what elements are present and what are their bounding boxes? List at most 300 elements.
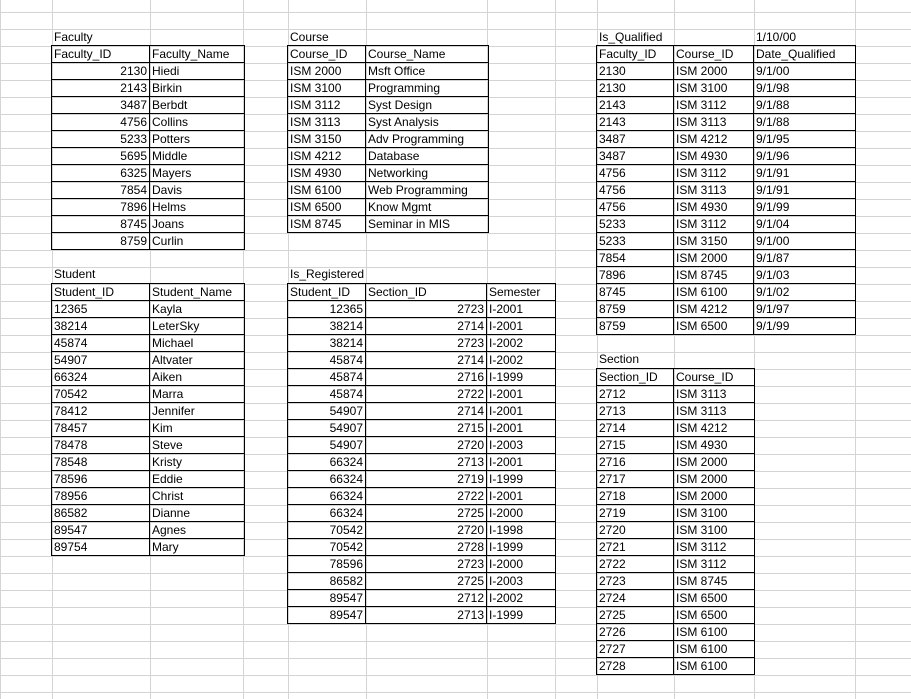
table-row bbox=[597, 573, 755, 590]
table-cell[interactable]: I-1999 bbox=[487, 539, 556, 556]
is-qualified-caption[interactable]: Is_Qualified bbox=[599, 30, 663, 44]
table-row bbox=[597, 80, 856, 97]
table-cell[interactable]: 6325 bbox=[52, 165, 150, 182]
table-row bbox=[288, 454, 556, 471]
table-cell[interactable]: 5695 bbox=[52, 148, 150, 165]
table-cell[interactable]: I-2001 bbox=[487, 301, 556, 318]
table-cell[interactable]: 9/1/96 bbox=[754, 148, 856, 165]
table-cell[interactable]: 2723 bbox=[366, 556, 487, 573]
table-cell[interactable]: Syst Analysis bbox=[366, 114, 489, 131]
table-cell[interactable]: I-1998 bbox=[487, 522, 556, 539]
table-cell[interactable]: 7896 bbox=[597, 267, 674, 284]
table-row bbox=[288, 148, 489, 165]
table-cell[interactable]: ISM 6500 bbox=[674, 607, 755, 624]
table-row bbox=[288, 386, 556, 403]
table-cell[interactable]: Aiken bbox=[150, 369, 245, 386]
table-row bbox=[52, 80, 245, 97]
table-cell[interactable]: 12365 bbox=[52, 301, 150, 318]
table-cell[interactable]: 9/1/91 bbox=[754, 182, 856, 199]
table-row bbox=[597, 658, 755, 675]
table-row bbox=[288, 522, 556, 539]
table-cell[interactable]: 78457 bbox=[52, 420, 150, 437]
table-cell[interactable]: 54907 bbox=[52, 352, 150, 369]
table-row bbox=[597, 471, 755, 488]
table-row bbox=[52, 471, 245, 488]
table-cell[interactable]: 9/1/88 bbox=[754, 114, 856, 131]
table-row bbox=[597, 148, 856, 165]
column-header[interactable]: Course_ID bbox=[288, 46, 366, 63]
table-row bbox=[288, 80, 489, 97]
table-cell[interactable]: Steve bbox=[150, 437, 245, 454]
table-cell[interactable]: 3487 bbox=[597, 148, 674, 165]
table-row bbox=[597, 97, 856, 114]
table-cell[interactable]: 4756 bbox=[597, 165, 674, 182]
table-row bbox=[597, 539, 755, 556]
table-row bbox=[52, 488, 245, 505]
table-cell[interactable]: 9/1/87 bbox=[754, 250, 856, 267]
table-cell[interactable]: Birkin bbox=[150, 80, 245, 97]
table-cell[interactable]: ISM 2000 bbox=[674, 488, 755, 505]
table-cell[interactable]: Middle bbox=[150, 148, 245, 165]
table-cell[interactable]: 2725 bbox=[597, 607, 674, 624]
table-cell[interactable]: Jennifer bbox=[150, 403, 245, 420]
table-row bbox=[288, 488, 556, 505]
table-row bbox=[288, 471, 556, 488]
table-cell[interactable]: ISM 6100 bbox=[674, 658, 755, 675]
table-row bbox=[52, 63, 245, 80]
table-cell[interactable]: 8745 bbox=[52, 216, 150, 233]
table-cell[interactable]: 4756 bbox=[52, 114, 150, 131]
table-row bbox=[288, 556, 556, 573]
table-cell[interactable]: 45874 bbox=[288, 369, 366, 386]
table-cell[interactable]: 2722 bbox=[366, 386, 487, 403]
table-cell[interactable]: 7854 bbox=[52, 182, 150, 199]
table-cell[interactable]: 78596 bbox=[288, 556, 366, 573]
table-cell[interactable]: Curlin bbox=[150, 233, 245, 250]
column-header[interactable]: Section_ID bbox=[366, 284, 487, 301]
table-row bbox=[288, 590, 556, 607]
table-cell[interactable]: ISM 4212 bbox=[674, 420, 755, 437]
table-cell[interactable]: ISM 3112 bbox=[288, 97, 366, 114]
table-cell[interactable]: Hiedi bbox=[150, 63, 245, 80]
table-cell[interactable]: 2143 bbox=[597, 114, 674, 131]
table-cell[interactable]: ISM 4212 bbox=[674, 131, 754, 148]
table-cell[interactable]: 89547 bbox=[288, 607, 366, 624]
table-cell[interactable]: ISM 2000 bbox=[674, 471, 755, 488]
header-row bbox=[52, 46, 245, 63]
table-row bbox=[288, 301, 556, 318]
table-row bbox=[597, 437, 755, 454]
table-cell[interactable]: 5233 bbox=[597, 216, 674, 233]
table-cell[interactable]: ISM 3113 bbox=[674, 114, 754, 131]
table-cell[interactable]: 2714 bbox=[366, 352, 487, 369]
table-row bbox=[597, 386, 755, 403]
table-cell[interactable]: 38214 bbox=[52, 318, 150, 335]
table-cell[interactable]: 2712 bbox=[597, 386, 674, 403]
table-cell[interactable]: Kayla bbox=[150, 301, 245, 318]
table-row bbox=[597, 454, 755, 471]
table-cell[interactable]: 86582 bbox=[288, 573, 366, 590]
table-row bbox=[597, 641, 755, 658]
table-cell[interactable]: 2130 bbox=[597, 80, 674, 97]
table-cell[interactable]: 9/1/88 bbox=[754, 97, 856, 114]
table-cell[interactable]: ISM 3112 bbox=[674, 539, 755, 556]
table-cell[interactable]: I-2001 bbox=[487, 454, 556, 471]
table-cell[interactable]: 8759 bbox=[52, 233, 150, 250]
table-cell[interactable]: I-2001 bbox=[487, 386, 556, 403]
table-cell[interactable]: Eddie bbox=[150, 471, 245, 488]
section-caption[interactable]: Section bbox=[599, 352, 640, 366]
table-cell[interactable]: ISM 6100 bbox=[288, 182, 366, 199]
table-cell[interactable]: 2143 bbox=[52, 80, 150, 97]
table-cell[interactable]: ISM 4930 bbox=[674, 437, 755, 454]
table-cell[interactable]: I-2001 bbox=[487, 318, 556, 335]
table-cell[interactable]: Mary bbox=[150, 539, 245, 556]
table-row bbox=[288, 437, 556, 454]
table-cell[interactable]: Know Mgmt bbox=[366, 199, 489, 216]
table-cell[interactable]: 86582 bbox=[52, 505, 150, 522]
table-cell[interactable]: 78956 bbox=[52, 488, 150, 505]
table-cell[interactable]: Programming bbox=[366, 80, 489, 97]
table-cell[interactable]: 66324 bbox=[52, 369, 150, 386]
table-cell[interactable]: 2714 bbox=[366, 318, 487, 335]
table-cell[interactable]: 9/1/02 bbox=[754, 284, 856, 301]
table-cell[interactable]: ISM 3112 bbox=[674, 556, 755, 573]
table-row bbox=[597, 131, 856, 148]
table-cell[interactable]: Seminar in MIS bbox=[366, 216, 489, 233]
table-cell[interactable]: 2725 bbox=[366, 505, 487, 522]
table-cell[interactable]: 9/1/03 bbox=[754, 267, 856, 284]
table-row bbox=[288, 63, 489, 80]
table-cell[interactable]: 2143 bbox=[597, 97, 674, 114]
table-cell[interactable]: 2720 bbox=[366, 437, 487, 454]
table-cell[interactable]: ISM 3113 bbox=[674, 386, 755, 403]
table-cell[interactable]: 9/1/91 bbox=[754, 165, 856, 182]
table-cell[interactable]: 2716 bbox=[597, 454, 674, 471]
table-cell[interactable]: 3487 bbox=[52, 97, 150, 114]
table-row bbox=[288, 318, 556, 335]
table-cell[interactable]: 2716 bbox=[366, 369, 487, 386]
table-cell[interactable]: ISM 2000 bbox=[674, 63, 754, 80]
table-cell[interactable]: 9/1/97 bbox=[754, 301, 856, 318]
table-cell[interactable]: 2719 bbox=[366, 471, 487, 488]
column-header[interactable]: Student_Name bbox=[150, 284, 245, 301]
table-cell[interactable]: 2725 bbox=[366, 573, 487, 590]
table-cell[interactable]: 9/1/00 bbox=[754, 63, 856, 80]
table-cell[interactable]: 66324 bbox=[288, 471, 366, 488]
table-row bbox=[597, 182, 856, 199]
table-cell[interactable]: ISM 3100 bbox=[674, 522, 755, 539]
table-row bbox=[288, 199, 489, 216]
table-cell[interactable]: I-2000 bbox=[487, 505, 556, 522]
table-cell[interactable]: Kim bbox=[150, 420, 245, 437]
header-row bbox=[52, 284, 245, 301]
table-cell[interactable]: 8759 bbox=[597, 318, 674, 335]
column-header[interactable]: Course_ID bbox=[674, 369, 755, 386]
table-cell[interactable]: ISM 3100 bbox=[288, 80, 366, 97]
table-cell[interactable]: 2727 bbox=[597, 641, 674, 658]
table-cell[interactable]: I-1999 bbox=[487, 369, 556, 386]
table-cell[interactable]: Database bbox=[366, 148, 489, 165]
table-cell[interactable]: Davis bbox=[150, 182, 245, 199]
table-cell[interactable]: 78478 bbox=[52, 437, 150, 454]
table-cell[interactable]: Joans bbox=[150, 216, 245, 233]
table-cell[interactable]: ISM 3112 bbox=[674, 165, 754, 182]
table-cell[interactable]: 8745 bbox=[597, 284, 674, 301]
table-cell[interactable]: 2726 bbox=[597, 624, 674, 641]
column-header[interactable]: Semester bbox=[487, 284, 556, 301]
column-header[interactable]: Course_Name bbox=[366, 46, 489, 63]
table-row bbox=[52, 97, 245, 114]
table-cell[interactable]: 2720 bbox=[597, 522, 674, 539]
table-cell[interactable]: ISM 3112 bbox=[674, 97, 754, 114]
table-cell[interactable]: ISM 8745 bbox=[674, 573, 755, 590]
table-cell[interactable]: Mayers bbox=[150, 165, 245, 182]
table-cell[interactable]: 78412 bbox=[52, 403, 150, 420]
table-row bbox=[52, 216, 245, 233]
table-cell[interactable]: ISM 4212 bbox=[674, 301, 754, 318]
table-cell[interactable]: Msft Office bbox=[366, 63, 489, 80]
table-cell[interactable]: ISM 6100 bbox=[674, 641, 755, 658]
table-cell[interactable]: ISM 4930 bbox=[674, 148, 754, 165]
table-cell[interactable]: ISM 3113 bbox=[674, 182, 754, 199]
table-cell[interactable]: ISM 3113 bbox=[288, 114, 366, 131]
table-cell[interactable]: I-2003 bbox=[487, 573, 556, 590]
table-row bbox=[52, 437, 245, 454]
table-cell[interactable]: Web Programming bbox=[366, 182, 489, 199]
table-cell[interactable]: 70542 bbox=[288, 539, 366, 556]
table-cell[interactable]: 2723 bbox=[366, 301, 487, 318]
table-cell[interactable]: I-2002 bbox=[487, 352, 556, 369]
table-cell[interactable]: 54907 bbox=[288, 420, 366, 437]
table-cell[interactable]: ISM 3113 bbox=[674, 403, 755, 420]
table-row bbox=[597, 267, 856, 284]
table-cell[interactable]: 9/1/99 bbox=[754, 199, 856, 216]
table-cell[interactable]: 54907 bbox=[288, 437, 366, 454]
is-registered-caption[interactable]: Is_Registered bbox=[290, 267, 365, 281]
table-cell[interactable]: 89754 bbox=[52, 539, 150, 556]
table-cell[interactable]: 4756 bbox=[597, 182, 674, 199]
table-cell[interactable]: I-2001 bbox=[487, 420, 556, 437]
table-cell[interactable]: 4756 bbox=[597, 199, 674, 216]
table-cell[interactable]: Helms bbox=[150, 199, 245, 216]
table-cell[interactable]: Syst Design bbox=[366, 97, 489, 114]
table-row bbox=[597, 301, 856, 318]
table-cell[interactable]: ISM 6100 bbox=[674, 284, 754, 301]
table-cell[interactable]: 2715 bbox=[366, 420, 487, 437]
table-cell[interactable]: 2713 bbox=[366, 454, 487, 471]
table-cell[interactable]: 45874 bbox=[288, 386, 366, 403]
table-row bbox=[288, 352, 556, 369]
table-cell[interactable]: 9/1/98 bbox=[754, 80, 856, 97]
table-cell[interactable]: ISM 4930 bbox=[288, 165, 366, 182]
column-header[interactable]: Faculty_ID bbox=[52, 46, 150, 63]
table-cell[interactable]: ISM 8745 bbox=[288, 216, 366, 233]
table-cell[interactable]: Adv Programming bbox=[366, 131, 489, 148]
table-cell[interactable]: Networking bbox=[366, 165, 489, 182]
student-table bbox=[51, 283, 245, 556]
table-cell[interactable]: 70542 bbox=[52, 386, 150, 403]
header-row bbox=[597, 46, 856, 63]
table-row bbox=[52, 539, 245, 556]
table-row bbox=[597, 420, 755, 437]
faculty-table bbox=[51, 45, 245, 250]
table-cell[interactable]: I-2003 bbox=[487, 437, 556, 454]
table-cell[interactable]: ISM 3150 bbox=[674, 233, 754, 250]
table-row bbox=[52, 335, 245, 352]
table-cell[interactable]: 2723 bbox=[597, 573, 674, 590]
table-cell[interactable]: 2723 bbox=[366, 335, 487, 352]
course-caption[interactable]: Course bbox=[290, 30, 329, 44]
table-cell[interactable]: Marra bbox=[150, 386, 245, 403]
table-cell[interactable]: 66324 bbox=[288, 488, 366, 505]
table-cell[interactable]: ISM 2000 bbox=[288, 63, 366, 80]
table-cell[interactable]: 2714 bbox=[597, 420, 674, 437]
table-cell[interactable]: ISM 6100 bbox=[674, 624, 755, 641]
table-cell[interactable]: 2718 bbox=[597, 488, 674, 505]
table-row bbox=[288, 539, 556, 556]
table-cell[interactable]: ISM 4212 bbox=[288, 148, 366, 165]
table-cell[interactable]: 89547 bbox=[52, 522, 150, 539]
table-row bbox=[597, 233, 856, 250]
table-cell[interactable]: 54907 bbox=[288, 403, 366, 420]
column-header[interactable]: Student_ID bbox=[288, 284, 366, 301]
table-cell[interactable]: Potters bbox=[150, 131, 245, 148]
table-cell[interactable]: ISM 6500 bbox=[674, 318, 754, 335]
table-cell[interactable]: 2713 bbox=[597, 403, 674, 420]
table-row bbox=[288, 131, 489, 148]
table-cell[interactable]: ISM 2000 bbox=[674, 250, 754, 267]
table-cell[interactable]: 2724 bbox=[597, 590, 674, 607]
table-row bbox=[597, 318, 856, 335]
table-cell[interactable]: 66324 bbox=[288, 454, 366, 471]
table-cell[interactable]: ISM 3100 bbox=[674, 505, 755, 522]
table-cell[interactable]: 66324 bbox=[288, 505, 366, 522]
table-cell[interactable]: Michael bbox=[150, 335, 245, 352]
table-cell[interactable]: 89547 bbox=[288, 590, 366, 607]
table-cell[interactable]: 2721 bbox=[597, 539, 674, 556]
table-row bbox=[52, 420, 245, 437]
table-cell[interactable]: 2712 bbox=[366, 590, 487, 607]
table-cell[interactable]: 2713 bbox=[366, 607, 487, 624]
table-cell[interactable]: 3487 bbox=[597, 131, 674, 148]
table-cell[interactable]: LeterSky bbox=[150, 318, 245, 335]
table-cell[interactable]: 2720 bbox=[366, 522, 487, 539]
table-cell[interactable]: Collins bbox=[150, 114, 245, 131]
table-cell[interactable]: Dianne bbox=[150, 505, 245, 522]
table-cell[interactable]: 5233 bbox=[52, 131, 150, 148]
table-cell[interactable]: 9/1/95 bbox=[754, 131, 856, 148]
student-caption[interactable]: Student bbox=[54, 267, 96, 281]
table-cell[interactable]: 9/1/04 bbox=[754, 216, 856, 233]
table-cell[interactable]: 2728 bbox=[366, 539, 487, 556]
table-cell[interactable]: 9/1/00 bbox=[754, 233, 856, 250]
table-cell[interactable]: 2719 bbox=[597, 505, 674, 522]
table-cell[interactable]: Christ bbox=[150, 488, 245, 505]
table-row bbox=[52, 301, 245, 318]
table-cell[interactable]: Agnes bbox=[150, 522, 245, 539]
course-table bbox=[287, 45, 489, 233]
column-header[interactable]: Course_ID bbox=[674, 46, 754, 63]
table-cell[interactable]: ISM 3100 bbox=[674, 80, 754, 97]
table-cell[interactable]: ISM 3112 bbox=[674, 216, 754, 233]
table-cell[interactable]: 8759 bbox=[597, 301, 674, 318]
table-cell[interactable]: 2722 bbox=[366, 488, 487, 505]
table-cell[interactable]: 2714 bbox=[366, 403, 487, 420]
is-registered-table bbox=[287, 283, 556, 624]
table-cell[interactable]: 45874 bbox=[52, 335, 150, 352]
table-cell[interactable]: 2722 bbox=[597, 556, 674, 573]
table-cell[interactable]: 2130 bbox=[52, 63, 150, 80]
table-cell[interactable]: Berbdt bbox=[150, 97, 245, 114]
header-row bbox=[288, 46, 489, 63]
table-row bbox=[52, 505, 245, 522]
table-cell[interactable]: I-2000 bbox=[487, 556, 556, 573]
table-row bbox=[288, 403, 556, 420]
table-cell[interactable]: 70542 bbox=[288, 522, 366, 539]
table-row bbox=[597, 624, 755, 641]
table-cell[interactable]: I-2001 bbox=[487, 488, 556, 505]
is-qualified-date[interactable]: 1/10/00 bbox=[756, 30, 797, 44]
table-cell[interactable]: 2728 bbox=[597, 658, 674, 675]
table-cell[interactable]: I-1999 bbox=[487, 471, 556, 488]
header-row bbox=[597, 369, 755, 386]
table-cell[interactable]: 7896 bbox=[52, 199, 150, 216]
table-cell[interactable]: I-1999 bbox=[487, 607, 556, 624]
table-cell[interactable]: 2715 bbox=[597, 437, 674, 454]
table-cell[interactable]: ISM 3150 bbox=[288, 131, 366, 148]
table-row bbox=[52, 199, 245, 216]
table-cell[interactable]: 78596 bbox=[52, 471, 150, 488]
column-header[interactable]: Student_ID bbox=[52, 284, 150, 301]
table-cell[interactable]: I-2002 bbox=[487, 335, 556, 352]
table-cell[interactable]: I-2001 bbox=[487, 403, 556, 420]
table-cell[interactable]: I-2002 bbox=[487, 590, 556, 607]
table-row bbox=[52, 182, 245, 199]
table-cell[interactable]: 45874 bbox=[288, 352, 366, 369]
table-cell[interactable]: 38214 bbox=[288, 318, 366, 335]
table-cell[interactable]: 9/1/99 bbox=[754, 318, 856, 335]
column-header[interactable]: Section_ID bbox=[597, 369, 674, 386]
table-row bbox=[288, 369, 556, 386]
table-cell[interactable]: 78548 bbox=[52, 454, 150, 471]
table-cell[interactable]: ISM 4930 bbox=[674, 199, 754, 216]
table-cell[interactable]: ISM 8745 bbox=[674, 267, 754, 284]
table-cell[interactable]: Kristy bbox=[150, 454, 245, 471]
faculty-caption[interactable]: Faculty bbox=[54, 30, 93, 44]
table-row bbox=[52, 148, 245, 165]
table-cell[interactable]: Altvater bbox=[150, 352, 245, 369]
column-header[interactable]: Date_Qualified bbox=[754, 46, 856, 63]
header-row bbox=[288, 284, 556, 301]
table-row bbox=[597, 216, 856, 233]
table-row bbox=[288, 182, 489, 199]
table-cell[interactable]: ISM 6500 bbox=[288, 199, 366, 216]
table-row bbox=[52, 386, 245, 403]
table-cell[interactable]: ISM 6500 bbox=[674, 590, 755, 607]
table-cell[interactable]: 2717 bbox=[597, 471, 674, 488]
table-row bbox=[52, 233, 245, 250]
table-cell[interactable]: 12365 bbox=[288, 301, 366, 318]
column-header[interactable]: Faculty_ID bbox=[597, 46, 674, 63]
column-header[interactable]: Faculty_Name bbox=[150, 46, 245, 63]
table-cell[interactable]: 5233 bbox=[597, 233, 674, 250]
table-cell[interactable]: 38214 bbox=[288, 335, 366, 352]
table-row bbox=[597, 250, 856, 267]
table-cell[interactable]: 2130 bbox=[597, 63, 674, 80]
table-cell[interactable]: 7854 bbox=[597, 250, 674, 267]
table-cell[interactable]: ISM 2000 bbox=[674, 454, 755, 471]
